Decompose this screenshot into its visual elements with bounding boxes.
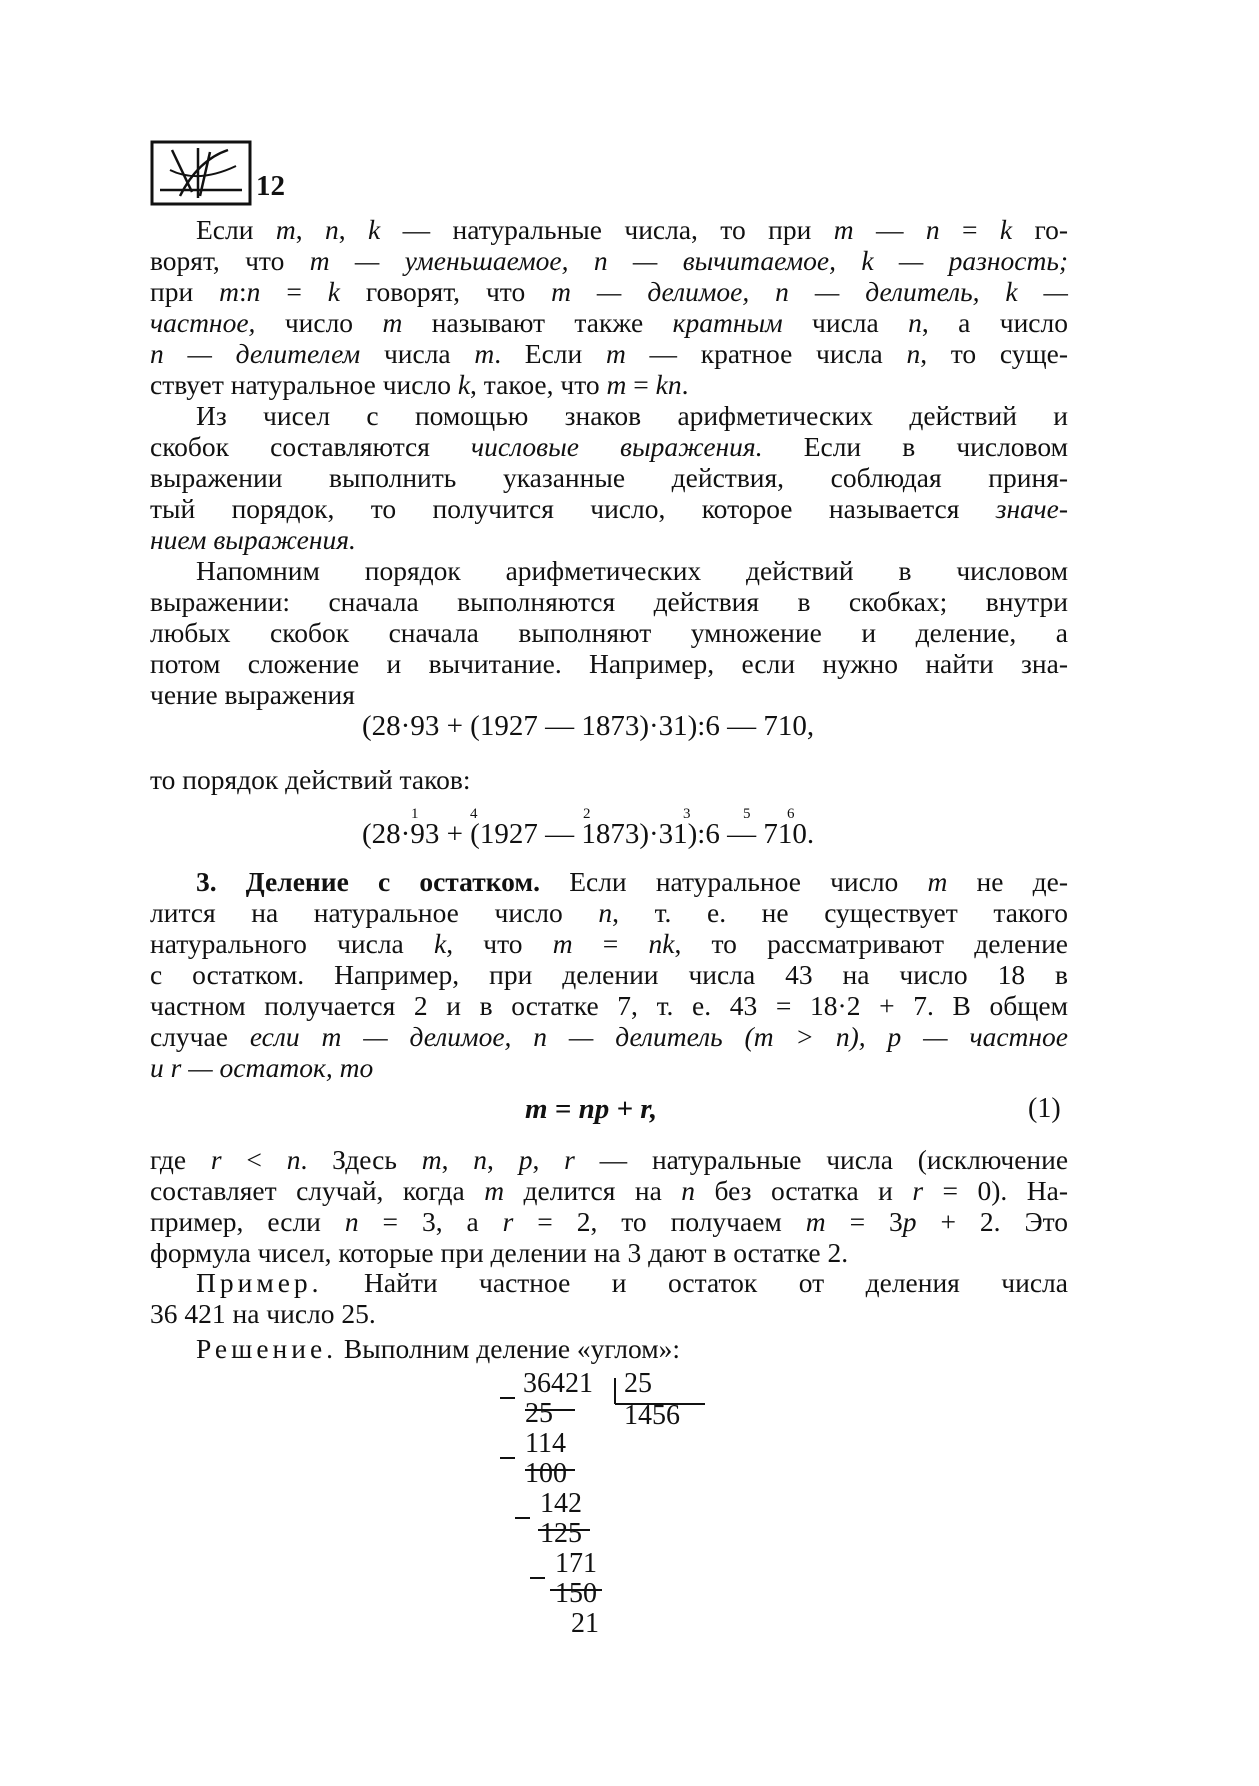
order-mark: 1: [411, 806, 419, 822]
formula-expression: (28·93 + (1927 — 1873)·31):6 — 710,: [362, 710, 815, 742]
division-step: 125: [540, 1518, 582, 1549]
order-mark: 6: [787, 806, 795, 822]
paragraph-order-of-operations: [150, 555, 1068, 710]
text-line: где r < n. Здесь m, n, p, r — натуральные числа (исключение: [150, 1144, 1069, 1175]
order-mark: 5: [743, 806, 751, 822]
text-line: n — делителем числа m. Если m — кратное числа n, то суще-: [150, 338, 1068, 369]
division-step: 150: [555, 1578, 597, 1609]
division-step: 25: [525, 1398, 553, 1429]
paragraph-expressions: [150, 400, 1068, 555]
division-step: 171: [555, 1548, 597, 1579]
text-line: Из чисел с помощью знаков арифметических действий и: [196, 400, 1068, 431]
division-step: 100: [525, 1458, 567, 1489]
text-line: потом сложение и вычитание. Например, если нужно найти зна-: [150, 648, 1068, 679]
quotient: 1456: [624, 1400, 680, 1431]
text-line: ствует натуральное число k, такое, что m = kn.: [150, 369, 689, 400]
text-line: нием выражения.: [150, 524, 356, 555]
solution-block: [150, 1333, 1068, 1364]
text-line: формула чисел, которые при делении на 3 дают в остатке 2.: [150, 1237, 849, 1268]
text-line: чение выражения: [150, 679, 355, 710]
text-line: тый порядок, то получится число, которое называется значе-: [150, 493, 1068, 524]
text-line: 36 421 на число 25.: [150, 1298, 376, 1329]
text-line: натурального числа k, что m = nk, то рассматривают деление: [150, 928, 1068, 959]
text-line: частное, число m называют также кратным числа n, а число: [150, 307, 1068, 338]
text-line: Решение. Выполним деление «углом»:: [196, 1333, 681, 1364]
text-line: Если m, n, k — натуральные числа, то при m — n = k го-: [196, 214, 1069, 245]
graph-logo-icon: [150, 140, 252, 206]
text-line: частном получается 2 и в остатке 7, т. е. 43 = 18·2 + 7. В общем: [150, 990, 1068, 1021]
section-division-with-remainder: [150, 866, 1068, 1083]
text-line: случае если m — делимое, n — делитель (m > n), p — частное: [150, 1021, 1069, 1052]
text-line: Напомним порядок арифметических действий в числовом: [196, 555, 1068, 586]
division-step: 142: [540, 1488, 582, 1519]
text-line: скобок составляются числовые выражения. Если в числовом: [150, 431, 1068, 462]
text-line: составляет случай, когда m делится на n без остатка и r = 0). На-: [150, 1175, 1068, 1206]
text-line: с остатком. Например, при делении числа 43 на число 18 в: [150, 959, 1068, 990]
text-line: лится на натуральное число n, т. е. не существует такого: [150, 897, 1068, 928]
example-block: [150, 1267, 1068, 1329]
page-number: 12: [256, 170, 285, 202]
division-step: 21: [571, 1608, 599, 1639]
formula-division: m = np + r,: [525, 1093, 658, 1125]
paragraph-natural-numbers-note: [150, 1144, 1068, 1268]
text-line: при m:n = k говорят, что m — делимое, n — делитель, k —: [150, 276, 1068, 307]
text-line: 3. Деление с остатком. Если натуральное число m не де-: [196, 866, 1068, 897]
dividend: 36421: [523, 1368, 593, 1399]
order-mark: 3: [683, 806, 691, 822]
text-line: любых скобок сначала выполняют умножение и деление, а: [150, 617, 1068, 648]
text-line: выражении: сначала выполняются действия в скобках; внутри: [150, 586, 1068, 617]
order-mark: 4: [470, 806, 478, 822]
text-line: и r — остаток, то: [150, 1052, 374, 1083]
text-order-intro: то порядок действий таков:: [150, 764, 471, 795]
equation-label: (1): [1028, 1093, 1061, 1124]
text-line: Пример. Найти частное и остаток от деления числа: [196, 1267, 1068, 1298]
solution-label: Решение.: [196, 1333, 338, 1364]
text-line: выражении выполнить указанные действия, соблюдая приня-: [150, 462, 1068, 493]
divisor: 25: [624, 1368, 652, 1399]
text-line: ворят, что m — уменьшаемое, n — вычитаемое, k — разность;: [150, 245, 1069, 276]
text-line: пример, если n = 3, а r = 2, то получаем m = 3p + 2. Это: [150, 1206, 1069, 1237]
order-mark: 2: [583, 806, 591, 822]
paragraph-definitions: [150, 214, 1068, 400]
example-label: Пример.: [196, 1267, 323, 1298]
formula-order: (28·93 + (1927 — 1873)·31):6 — 710.: [362, 818, 815, 850]
division-step: 114: [525, 1428, 566, 1459]
